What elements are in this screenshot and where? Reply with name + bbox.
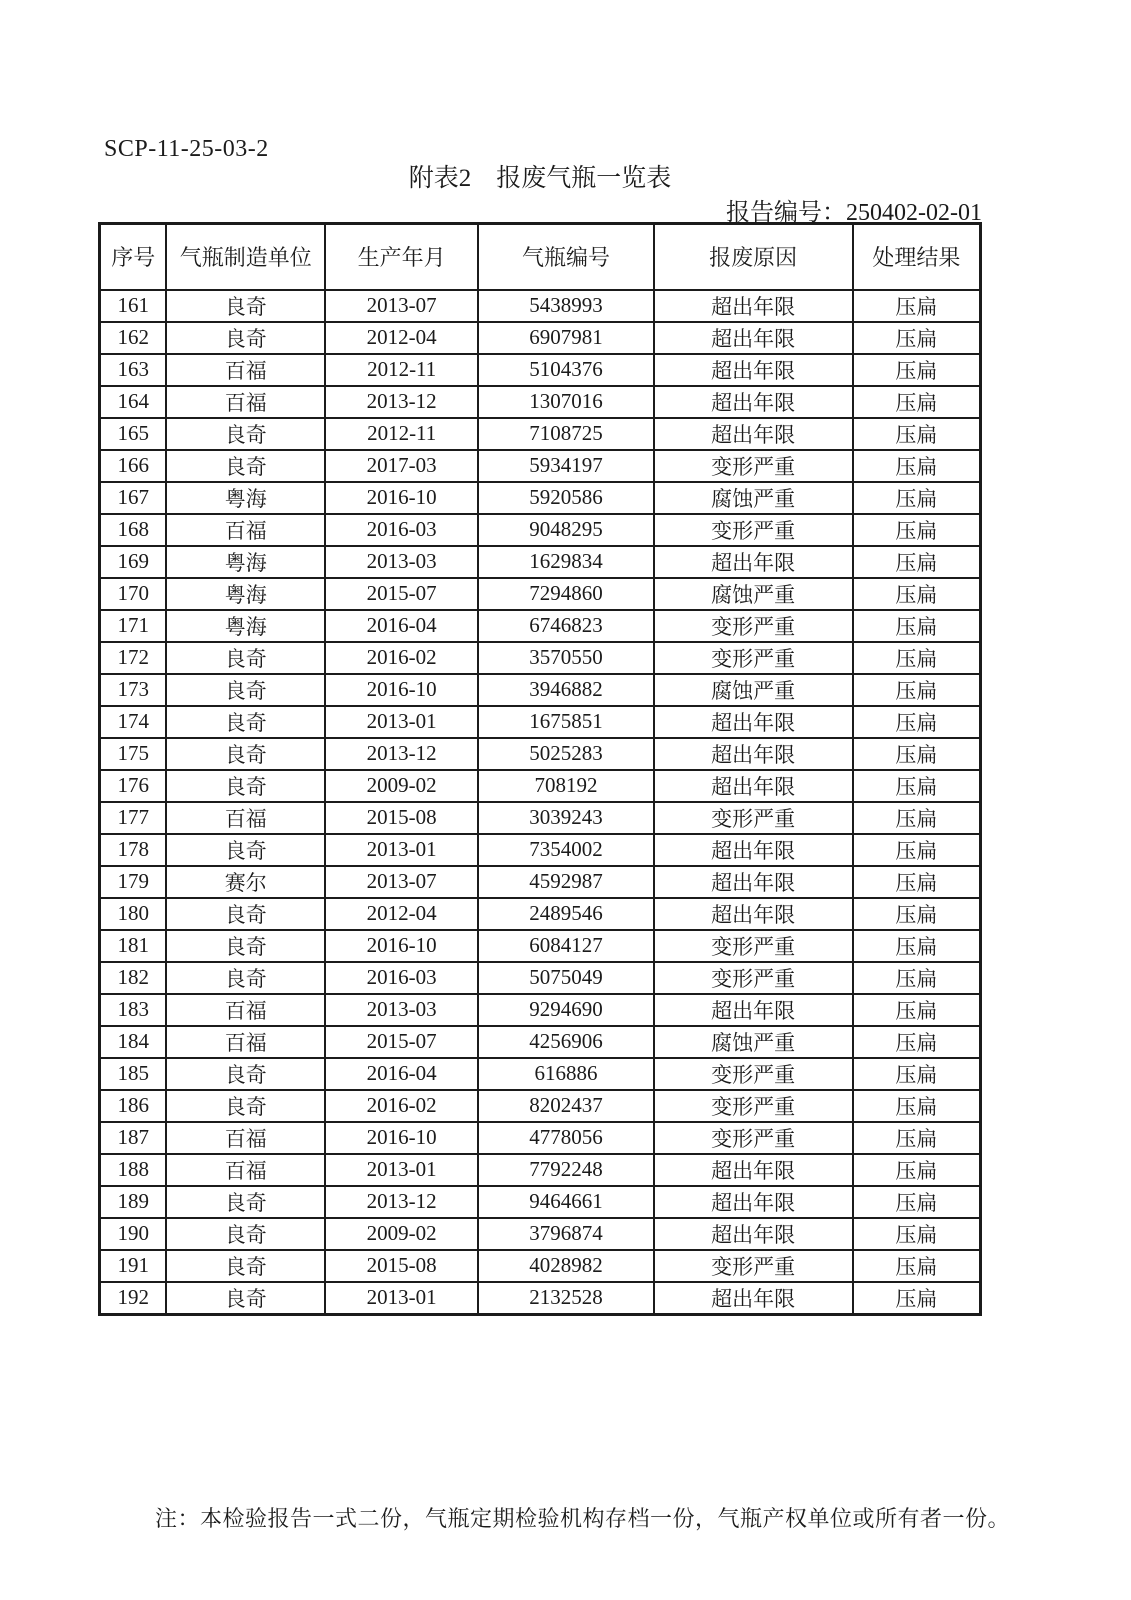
table-cell: 2017-03 [325, 450, 478, 482]
table-cell: 压扁 [853, 1186, 981, 1218]
table-cell: 708192 [478, 770, 653, 802]
table-cell: 超出年限 [654, 386, 853, 418]
table-row [100, 450, 981, 482]
table-cell: 2013-01 [325, 1282, 478, 1315]
table-cell: 超出年限 [654, 1186, 853, 1218]
table-cell: 良奇 [166, 1282, 325, 1315]
table-cell: 167 [100, 482, 167, 514]
table-cell: 6907981 [478, 322, 653, 354]
table-cell: 2012-11 [325, 354, 478, 386]
table-cell: 2013-12 [325, 738, 478, 770]
table-cell: 压扁 [853, 354, 981, 386]
table-cell: 2489546 [478, 898, 653, 930]
table-cell: 压扁 [853, 898, 981, 930]
table-cell: 178 [100, 834, 167, 866]
table-cell: 压扁 [853, 930, 981, 962]
table-cell: 2009-02 [325, 770, 478, 802]
table-cell: 压扁 [853, 674, 981, 706]
table-cell: 压扁 [853, 482, 981, 514]
table-cell: 压扁 [853, 834, 981, 866]
table-cell: 2015-08 [325, 802, 478, 834]
table-row [100, 706, 981, 738]
table-row [100, 482, 981, 514]
table-cell: 616886 [478, 1058, 653, 1090]
table-cell: 2016-10 [325, 482, 478, 514]
table-cell: 压扁 [853, 770, 981, 802]
table-cell: 190 [100, 1218, 167, 1250]
table-cell: 2016-04 [325, 610, 478, 642]
table-cell: 压扁 [853, 642, 981, 674]
table-row [100, 1154, 981, 1186]
table-cell: 6084127 [478, 930, 653, 962]
table-cell: 2012-04 [325, 322, 478, 354]
table-cell: 压扁 [853, 1122, 981, 1154]
table-row [100, 1250, 981, 1282]
table-row [100, 802, 981, 834]
table-cell: 2015-07 [325, 578, 478, 610]
table-cell: 百福 [166, 354, 325, 386]
table-cell: 169 [100, 546, 167, 578]
table-cell: 压扁 [853, 450, 981, 482]
table-cell: 2016-03 [325, 962, 478, 994]
table-cell: 粤海 [166, 610, 325, 642]
table-cell: 良奇 [166, 290, 325, 322]
table-cell: 182 [100, 962, 167, 994]
table-cell: 2016-03 [325, 514, 478, 546]
table-cell: 良奇 [166, 450, 325, 482]
table-cell: 良奇 [166, 674, 325, 706]
scrap-cylinder-table [98, 222, 982, 1316]
table-cell: 压扁 [853, 1250, 981, 1282]
table-cell: 压扁 [853, 1154, 981, 1186]
table-cell: 百福 [166, 802, 325, 834]
table-cell: 5934197 [478, 450, 653, 482]
table-cell: 162 [100, 322, 167, 354]
table-cell: 2009-02 [325, 1218, 478, 1250]
table-cell: 2016-02 [325, 1090, 478, 1122]
table-cell: 2015-08 [325, 1250, 478, 1282]
table-cell: 2016-10 [325, 674, 478, 706]
table-cell: 良奇 [166, 770, 325, 802]
table-cell: 腐蚀严重 [654, 1026, 853, 1058]
table-cell: 7354002 [478, 834, 653, 866]
table-cell: 变形严重 [654, 610, 853, 642]
table-cell: 177 [100, 802, 167, 834]
table-row [100, 418, 981, 450]
doc-code: SCP-11-25-03-2 [104, 136, 269, 162]
table-cell: 2013-01 [325, 834, 478, 866]
table-cell: 7108725 [478, 418, 653, 450]
table-cell: 超出年限 [654, 994, 853, 1026]
table-row [100, 962, 981, 994]
table-cell: 压扁 [853, 578, 981, 610]
table-cell: 压扁 [853, 802, 981, 834]
table-cell: 百福 [166, 386, 325, 418]
table-cell: 161 [100, 290, 167, 322]
table-cell: 变形严重 [654, 802, 853, 834]
table-cell: 良奇 [166, 898, 325, 930]
table-row [100, 386, 981, 418]
table-cell: 良奇 [166, 1218, 325, 1250]
table-cell: 良奇 [166, 834, 325, 866]
table-row [100, 610, 981, 642]
table-cell: 168 [100, 514, 167, 546]
table-cell: 4778056 [478, 1122, 653, 1154]
table-cell: 百福 [166, 1154, 325, 1186]
table-cell: 超出年限 [654, 1218, 853, 1250]
table-cell: 2016-04 [325, 1058, 478, 1090]
table-cell: 良奇 [166, 930, 325, 962]
table-cell: 压扁 [853, 866, 981, 898]
table-cell: 超出年限 [654, 1282, 853, 1315]
table-row [100, 994, 981, 1026]
table-cell: 9294690 [478, 994, 653, 1026]
table-row [100, 290, 981, 322]
table-row [100, 898, 981, 930]
page-title: 附表2 报废气瓶一览表 [408, 165, 672, 192]
table-row [100, 1058, 981, 1090]
table-cell: 1675851 [478, 706, 653, 738]
table-cell: 良奇 [166, 418, 325, 450]
table-cell: 变形严重 [654, 1250, 853, 1282]
table-header-row [100, 224, 981, 290]
table-cell: 良奇 [166, 738, 325, 770]
table-cell: 超出年限 [654, 290, 853, 322]
table-row [100, 674, 981, 706]
table-cell: 189 [100, 1186, 167, 1218]
table-header [100, 224, 981, 290]
table-cell: 3570550 [478, 642, 653, 674]
table-cell: 4028982 [478, 1250, 653, 1282]
table-cell: 2013-01 [325, 1154, 478, 1186]
header-cell: 处理结果 [853, 224, 981, 290]
table-row [100, 866, 981, 898]
table-row [100, 322, 981, 354]
table-cell: 百福 [166, 514, 325, 546]
table-cell: 179 [100, 866, 167, 898]
table-row [100, 930, 981, 962]
table-cell: 超出年限 [654, 738, 853, 770]
table-cell: 2013-03 [325, 994, 478, 1026]
table-cell: 压扁 [853, 1282, 981, 1315]
table-cell: 2012-11 [325, 418, 478, 450]
table-cell: 百福 [166, 1122, 325, 1154]
table-cell: 良奇 [166, 1090, 325, 1122]
table-cell: 百福 [166, 1026, 325, 1058]
table-cell: 超出年限 [654, 322, 853, 354]
table-cell: 压扁 [853, 1058, 981, 1090]
table-cell: 超出年限 [654, 770, 853, 802]
table-cell: 184 [100, 1026, 167, 1058]
table-cell: 良奇 [166, 706, 325, 738]
table-cell: 165 [100, 418, 167, 450]
table-cell: 191 [100, 1250, 167, 1282]
table-cell: 良奇 [166, 1186, 325, 1218]
table-row [100, 1122, 981, 1154]
table-cell: 2012-04 [325, 898, 478, 930]
table-cell: 压扁 [853, 514, 981, 546]
table-cell: 2016-10 [325, 1122, 478, 1154]
footer-note: 注：本检验报告一式二份，气瓶定期检验机构存档一份，气瓶产权单位或所有者一份。 [155, 1506, 1011, 1531]
table-cell: 压扁 [853, 994, 981, 1026]
table-cell: 压扁 [853, 610, 981, 642]
table-cell: 2013-01 [325, 706, 478, 738]
table-cell: 9464661 [478, 1186, 653, 1218]
table-cell: 3039243 [478, 802, 653, 834]
report-number: 报告编号：250402-02-01 [726, 200, 982, 226]
table-cell: 变形严重 [654, 514, 853, 546]
table-cell: 4592987 [478, 866, 653, 898]
table-cell: 4256906 [478, 1026, 653, 1058]
table-cell: 171 [100, 610, 167, 642]
table-cell: 粤海 [166, 578, 325, 610]
table-cell: 1629834 [478, 546, 653, 578]
table-cell: 2013-07 [325, 290, 478, 322]
table-row [100, 738, 981, 770]
table-cell: 腐蚀严重 [654, 674, 853, 706]
table-row [100, 834, 981, 866]
table-row [100, 642, 981, 674]
table-row [100, 354, 981, 386]
table-cell: 2013-12 [325, 386, 478, 418]
table-cell: 2016-10 [325, 930, 478, 962]
table-cell: 赛尔 [166, 866, 325, 898]
table-body [100, 290, 981, 1315]
table-cell: 5438993 [478, 290, 653, 322]
table-cell: 压扁 [853, 1026, 981, 1058]
table-cell: 压扁 [853, 322, 981, 354]
table-cell: 5075049 [478, 962, 653, 994]
table-cell: 良奇 [166, 322, 325, 354]
table-cell: 超出年限 [654, 1154, 853, 1186]
table-cell: 变形严重 [654, 450, 853, 482]
table-cell: 超出年限 [654, 706, 853, 738]
table-cell: 7792248 [478, 1154, 653, 1186]
table-cell: 187 [100, 1122, 167, 1154]
table-cell: 2013-07 [325, 866, 478, 898]
table-cell: 良奇 [166, 962, 325, 994]
table-cell: 5920586 [478, 482, 653, 514]
table-cell: 172 [100, 642, 167, 674]
table-cell: 163 [100, 354, 167, 386]
table-cell: 超出年限 [654, 898, 853, 930]
header-cell: 序号 [100, 224, 167, 290]
table-cell: 188 [100, 1154, 167, 1186]
table-cell: 压扁 [853, 546, 981, 578]
table-cell: 变形严重 [654, 930, 853, 962]
table-cell: 175 [100, 738, 167, 770]
table-cell: 2013-12 [325, 1186, 478, 1218]
table-cell: 166 [100, 450, 167, 482]
table-cell: 9048295 [478, 514, 653, 546]
table-cell: 压扁 [853, 290, 981, 322]
table-cell: 183 [100, 994, 167, 1026]
table-cell: 5025283 [478, 738, 653, 770]
table-cell: 良奇 [166, 642, 325, 674]
table-cell: 压扁 [853, 962, 981, 994]
table-cell: 173 [100, 674, 167, 706]
table-cell: 超出年限 [654, 834, 853, 866]
table-cell: 粤海 [166, 546, 325, 578]
table-cell: 176 [100, 770, 167, 802]
table-row [100, 1186, 981, 1218]
table-cell: 3796874 [478, 1218, 653, 1250]
table-cell: 腐蚀严重 [654, 482, 853, 514]
table-cell: 变形严重 [654, 1058, 853, 1090]
header-cell: 生产年月 [325, 224, 478, 290]
table-cell: 腐蚀严重 [654, 578, 853, 610]
table-cell: 164 [100, 386, 167, 418]
table-cell: 2013-03 [325, 546, 478, 578]
table-cell: 超出年限 [654, 354, 853, 386]
header-cell: 气瓶编号 [478, 224, 653, 290]
table-cell: 2015-07 [325, 1026, 478, 1058]
table-cell: 170 [100, 578, 167, 610]
table-cell: 良奇 [166, 1058, 325, 1090]
table-cell: 6746823 [478, 610, 653, 642]
table-cell: 百福 [166, 994, 325, 1026]
table-cell: 超出年限 [654, 418, 853, 450]
table-cell: 181 [100, 930, 167, 962]
table-cell: 压扁 [853, 418, 981, 450]
table-row [100, 514, 981, 546]
table-cell: 2016-02 [325, 642, 478, 674]
table-cell: 压扁 [853, 738, 981, 770]
table-cell: 185 [100, 1058, 167, 1090]
table-cell: 超出年限 [654, 866, 853, 898]
table-cell: 3946882 [478, 674, 653, 706]
table-row [100, 1218, 981, 1250]
table-cell: 192 [100, 1282, 167, 1315]
table-cell: 变形严重 [654, 642, 853, 674]
header-cell: 气瓶制造单位 [166, 224, 325, 290]
table-cell: 1307016 [478, 386, 653, 418]
table-cell: 压扁 [853, 1218, 981, 1250]
table-row [100, 1282, 981, 1315]
table-cell: 变形严重 [654, 962, 853, 994]
table-cell: 7294860 [478, 578, 653, 610]
table-row [100, 578, 981, 610]
table-row [100, 1090, 981, 1122]
table-cell: 压扁 [853, 1090, 981, 1122]
table-cell: 变形严重 [654, 1122, 853, 1154]
table-cell: 压扁 [853, 386, 981, 418]
table-cell: 超出年限 [654, 546, 853, 578]
table-cell: 粤海 [166, 482, 325, 514]
table-cell: 变形严重 [654, 1090, 853, 1122]
table-cell: 压扁 [853, 706, 981, 738]
table-cell: 5104376 [478, 354, 653, 386]
table-row [100, 546, 981, 578]
table-cell: 174 [100, 706, 167, 738]
table-cell: 良奇 [166, 1250, 325, 1282]
table-cell: 8202437 [478, 1090, 653, 1122]
table-cell: 2132528 [478, 1282, 653, 1315]
table-row [100, 770, 981, 802]
header-cell: 报废原因 [654, 224, 853, 290]
table-cell: 180 [100, 898, 167, 930]
table-row [100, 1026, 981, 1058]
table-cell: 186 [100, 1090, 167, 1122]
